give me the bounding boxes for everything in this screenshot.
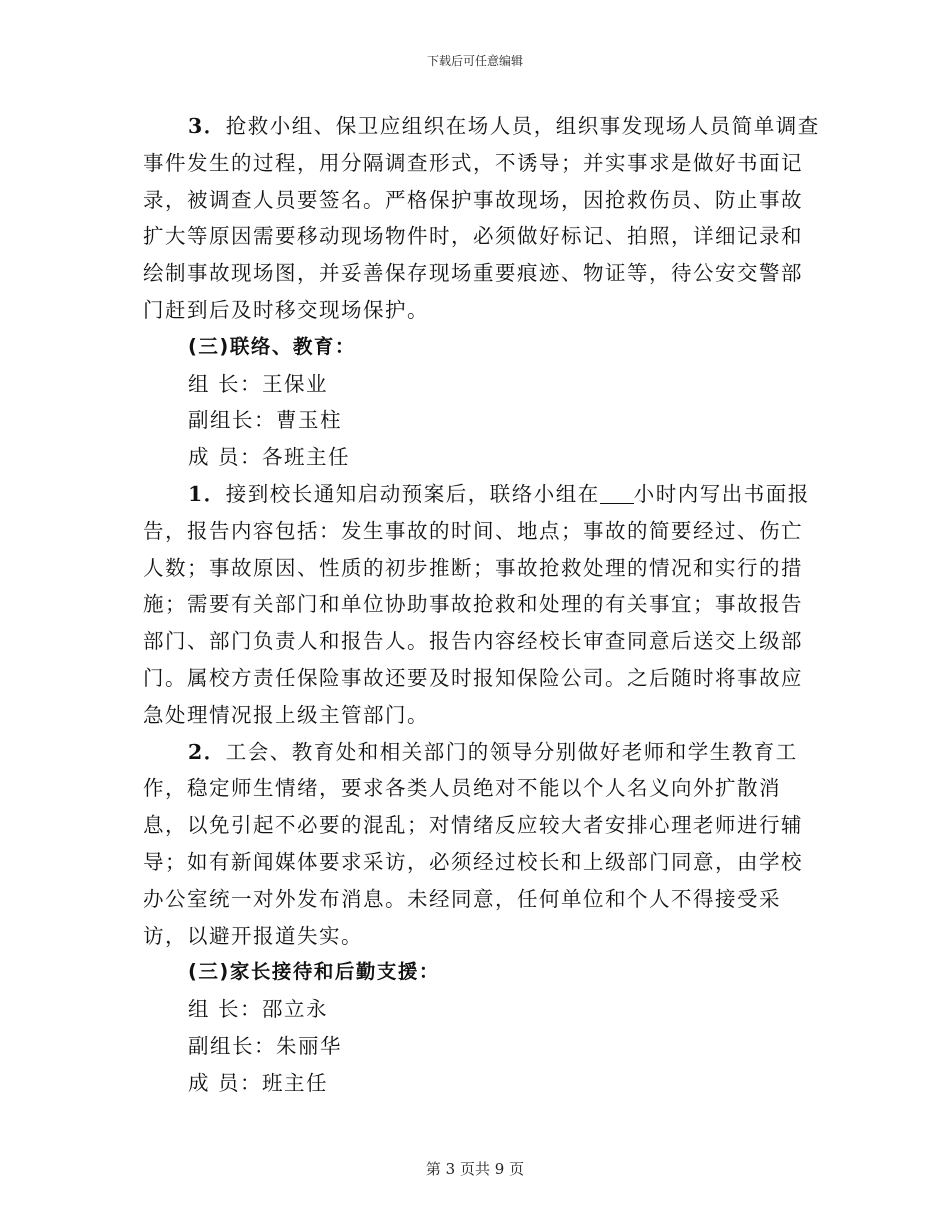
fill-in-blank (600, 481, 634, 504)
paragraph-text: 抢救小组、保卫应组织在场人员，组织事发现场人员简单调查事件发生的过程，用分隔调查形式，不诱导；并实事求是做好书面记录，被调查人员要签名。严格保护事故现场，因抢救伤员、防止事故扩大等原因需要移动现场物件时，必须做好标记、拍照，详细记录和绘制事故现场图，并妥善保存现场重要痕迹、物证等，待公安交警部门赶到后及时移交现场保护。 (143, 114, 820, 322)
group-leader: 组 长：王保业 (188, 371, 329, 396)
document-body (143, 108, 823, 1102)
group-members: 成 员：班主任 (188, 1070, 329, 1095)
page-header: 下载后可任意编辑 (426, 54, 523, 68)
paragraph-3 (143, 108, 823, 329)
group-deputy: 副组长：朱丽华 (188, 1033, 342, 1058)
paragraph-number: 2． (188, 739, 226, 764)
paragraph-text: 小时内写出书面报告，报告内容包括：发生事故的时间、地点；事故的简要经过、伤亡人数；事故原因、性质的初步推断；事故抢救处理的情况和实行的措施；需要有关部门和单位协助事故抢救和处理的有关事宜；事故报告部门、部门负责人和报告人。报告内容经校长审查同意后送交上级部门。属校方责任保险事故还要及时报知保险公司。之后随时将事故应急处理情况报上级主管部门。 (143, 481, 810, 727)
group-deputy: 副组长：曹玉柱 (188, 408, 342, 433)
page-footer: 第 3 页共 9 页 (425, 1160, 525, 1178)
paragraph-text: 工会、教育处和相关部门的领导分别做好老师和学生教育工作，稳定师生情绪，要求各类人员绝对不能以个人名义向外扩散消息，以免引起不必要的混乱；对情绪反应较大者安排心理老师进行辅导；如有新闻媒体要求采访，必须经过校长和上级部门同意，由学校办公室统一对外发布消息。未经同意，任何单位和个人不得接受采访，以避开报道失实。 (143, 739, 803, 948)
group-members: 成 员：各班主任 (188, 445, 351, 470)
paragraph-number: 1． (188, 481, 226, 506)
group-leader: 组 长：邵立永 (188, 997, 329, 1022)
paragraph-2 (143, 734, 823, 955)
section-heading-parents: (三)家长接待和后勤支援： (188, 960, 440, 984)
paragraph-1 (143, 476, 823, 734)
paragraph-text: 接到校长通知启动预案后，联络小组在 (225, 481, 600, 506)
paragraph-number: 3． (188, 114, 226, 138)
section-heading-liaison: (三)联络、教育： (188, 334, 356, 358)
